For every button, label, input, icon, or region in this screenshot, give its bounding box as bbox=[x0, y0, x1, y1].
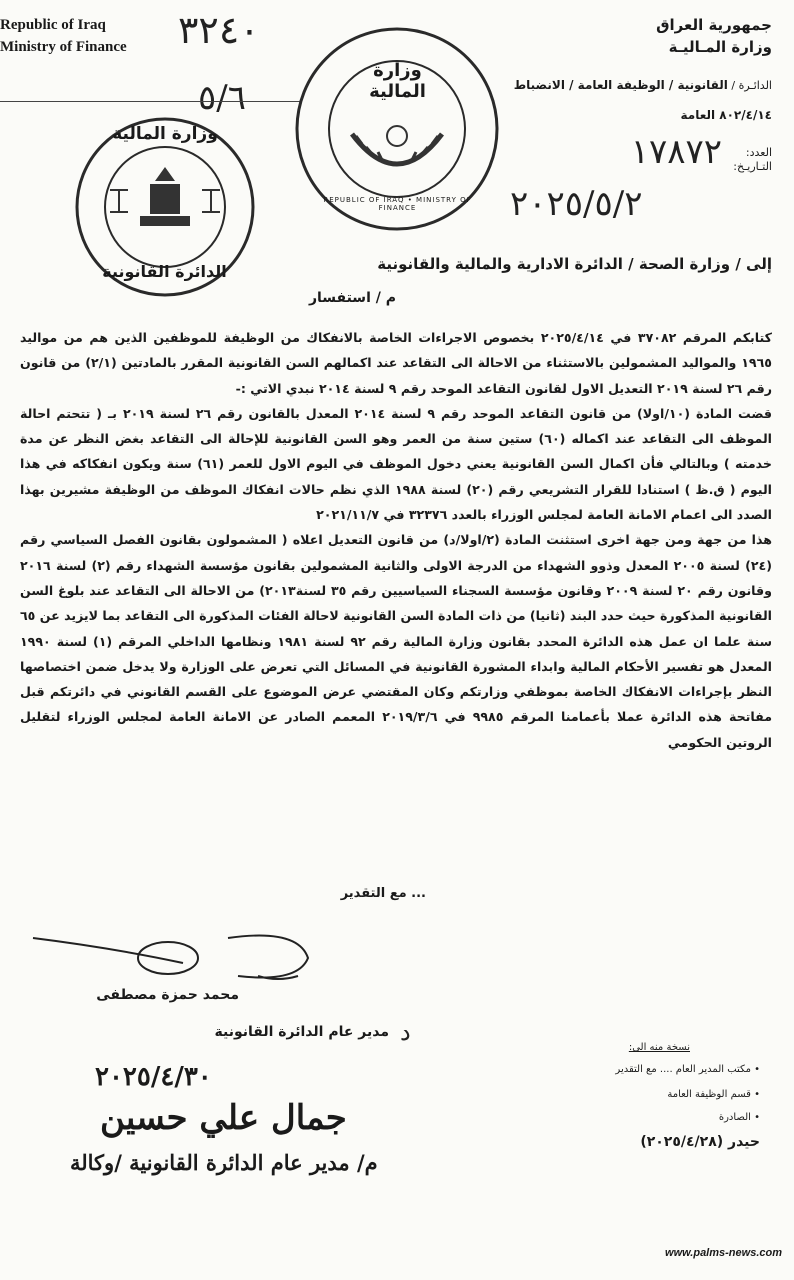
arabic-ministry: وزارة المـاليـة bbox=[668, 38, 772, 56]
seal-left-top-text: وزارة المالية bbox=[112, 124, 218, 144]
handwritten-incoming-number: ٣٢٤٠ bbox=[178, 8, 260, 52]
handwritten-number: ١٧٨٧٢ bbox=[630, 132, 722, 172]
eagle-emblem-icon bbox=[140, 167, 190, 226]
scales-icon bbox=[202, 190, 220, 212]
english-letterhead bbox=[0, 14, 127, 58]
second-sign-name: جمال علي حسين bbox=[100, 1098, 347, 1138]
seal-left-bottom-text: الدائرة القانونية bbox=[102, 262, 227, 281]
copy-to-item: • قسم الوظيفة العامة bbox=[667, 1089, 760, 1100]
directorate-value: القانونية / الوظيفة العامة / الانضباط bbox=[513, 78, 728, 92]
number-label: العدد: bbox=[745, 146, 772, 159]
signatory-title: مدير عام الدائرة القانونية bbox=[214, 1024, 389, 1040]
letter-body bbox=[20, 325, 772, 755]
seal-right-ring-text: REPUBLIC OF IRAQ • MINISTRY OF FINANCE bbox=[323, 196, 472, 212]
arabic-letterhead bbox=[512, 14, 772, 58]
closing-regards: ... مع التقدير bbox=[340, 886, 426, 901]
arabic-country: جمهورية العراق bbox=[656, 16, 772, 34]
second-sign-date: ٢٠٢٥/٤/٣٠ bbox=[95, 1062, 212, 1092]
handwritten-mark: د bbox=[400, 1018, 411, 1046]
second-sign-title: م/ مدير عام الدائرة القانونية /وكالة bbox=[70, 1150, 378, 1175]
english-country: Republic of Iraq bbox=[0, 17, 106, 33]
subject-line: م / استفسار bbox=[308, 290, 396, 306]
directorate-line bbox=[472, 78, 772, 92]
copy-to-item: • الصادرة bbox=[718, 1112, 760, 1123]
header-divider bbox=[0, 101, 300, 102]
body-paragraph: قضت المادة (١٠/اولا) من قانون التقاعد الموحد رقم ٩ لسنة ٢٠١٤ المعدل بالقانون رقم ٢٦ لسنة ٢٠١٩ بـ ( تتحتم احالة الموظف الى التقاعد عند اكماله (٦٠) ستين سنة من العمر وهو السن القانونية للإحالة الى التقاعد بغض النظر عن مدة خدمته ) وبالتالي فأن اكمال السن القانونية يعني دخول الموظف في اليوم الاول للعمر (٦١) سنة ويكون انفكاكه في هذا اليوم ( ق.ظ ) استنادا للقرار التشريعي رقم (٢٠) لسنة ١٩٨٨ الذي نظم حالات انفكاك الموظف من الوظيفة مشيرين بهذا الصدد الى اعمام الامانة العامة لمجلس الوزراء بالعدد ٣٢٣٧٦ في ٢٠٢١/١١/٧ bbox=[20, 405, 772, 523]
handwritten-date: ٢٠٢٥/٥/٢ bbox=[510, 184, 643, 224]
date-label: التـاريـخ: bbox=[733, 160, 772, 173]
directorate-label: الدائـرة / bbox=[727, 79, 772, 92]
wreath-icon bbox=[352, 134, 442, 164]
copy-to-item: • مكتب المدير العام .... مع التقدير bbox=[615, 1064, 760, 1075]
handwritten-incoming-date: ٥/٦ bbox=[198, 78, 246, 118]
scales-icon bbox=[110, 190, 128, 212]
recipient-line: إلى / وزارة الصحة / الدائرة الادارية والمالية والقانونية bbox=[377, 255, 772, 273]
copy-to-heading: نسخة منه الى: bbox=[628, 1042, 690, 1053]
website-watermark: www.palms-news.com bbox=[665, 1247, 782, 1259]
signatory-name: محمد حمزة مصطفى bbox=[96, 987, 239, 1003]
body-paragraph: كتابكم المرقم ٣٧٠٨٢ في ٢٠٢٥/٤/١٤ بخصوص الاجراءات الخاصة بالانفكاك من الوظيفة للموظفين الذين هم من مواليد ١٩٦٥ والمواليد المشمولين بالاستثناء من الاحالة الى التقاعد عند اكمالهم السن القانونية المقرر بالمادتين (٢/١) من قانون رقم ٢٦ لسنة ٢٠١٩ التعديل الاول لقانون التقاعد الموحد رقم ٩ لسنة ٢٠١٤ نبدي الاتي :- bbox=[20, 330, 772, 396]
handwritten-signature bbox=[28, 918, 318, 988]
body-paragraph: هذا من جهة ومن جهة اخرى استثنت المادة (٢/اولا/د) من قانون التعديل اعلاه ( المشمولون بقانون الفصل السياسي رقم (٢٤) لسنة ٢٠٠٥ المعدل وذوو الشهداء من الدرجة الاولى والثانية المشمولين بقانون مؤسسة الشهداء رقم (٢) لسنة ٢٠١٦ وقانون رقم ٢٠ لسنة ٢٠٠٩ وقانون مؤسسة السجناء السياسيين رقم ٣٥ لسنة٢٠١٣) من الاحالة الى التقاعد عند بلوغ السن القانونية المذكورة حيث حدد البند (ثانيا) من ذات المادة السن القانونية لاحالة الفئات المذكورة الى التقاعد بما لايزيد عن ٦٥ سنة علما ان عمل هذه الدائرة المحدد بقانون وزارة المالية رقم ٩٢ لسنة ١٩٨١ ونظامها الداخلي المرقم (١) لسنة ١٩٩٠ المعدل هو تفسير الأحكام المالية وابداء المشورة القانونية في المسائل التي تعرض على الوزارة ولا يدخل ضمن اختصاصها النظر بإجراءات الانفكاك الخاصة بموظفي وزارتكم وكان المقتضي عرض الموضوع على القسم القانوني في دائرتكم قبل مفاتحة هذه الدائرة عملا بأعمامنا المرقم ٩٩٨٥ في ٢٠١٩/٣/٦ المعمم الصادر عن الامانة العامة لمجلس الوزراء لتقليل الروتين الحكومي bbox=[20, 532, 773, 750]
file-reference: ٨٠٢/٤/١٤ العامة bbox=[680, 108, 772, 122]
english-ministry: Ministry of Finance bbox=[0, 39, 127, 55]
star-emblem-icon bbox=[387, 126, 407, 146]
preparer-reference: حيدر (٢٠٢٥/٤/٢٨) bbox=[640, 1134, 760, 1150]
seal-right-center-text: وزارة المالية bbox=[369, 60, 426, 102]
